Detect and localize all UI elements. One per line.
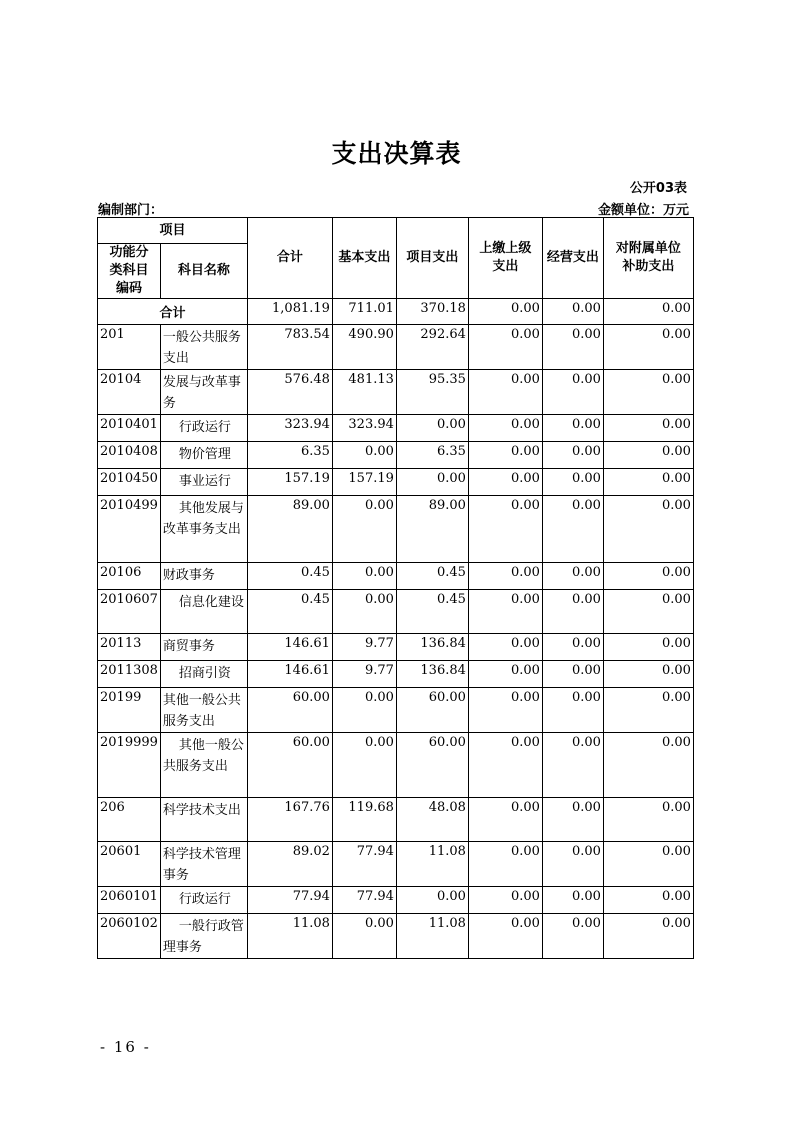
total-value: 1,081.19: [247, 299, 332, 325]
row-basic: 323.94: [332, 415, 396, 442]
header-item: 项目: [98, 218, 248, 244]
form-number: 公开03表: [629, 181, 687, 196]
row-total: 146.61: [247, 634, 332, 661]
row-name: 信息化建设: [160, 590, 247, 634]
row-basic: 0.00: [332, 442, 396, 469]
row-subsidy: 0.00: [603, 563, 693, 590]
row-code: 2011308: [98, 661, 161, 688]
row-name: 一般行政管理事务: [160, 914, 247, 959]
row-subsidy: 0.00: [603, 442, 693, 469]
row-project: 11.08: [396, 914, 468, 959]
table-row: [98, 733, 694, 798]
total-subsidy: 0.00: [603, 299, 693, 325]
row-project: 89.00: [396, 496, 468, 563]
row-business: 0.00: [542, 688, 603, 733]
row-name: 发展与改革事务: [160, 370, 247, 415]
row-superior: 0.00: [468, 442, 542, 469]
row-name: 行政运行: [160, 415, 247, 442]
row-code: 206: [98, 798, 161, 842]
row-business: 0.00: [542, 325, 603, 370]
total-business: 0.00: [542, 299, 603, 325]
row-name: 行政运行: [160, 887, 247, 914]
amount-unit-label: 金额单位：万元: [597, 203, 689, 218]
table-row: [98, 688, 694, 733]
row-name: 科学技术支出: [160, 798, 247, 842]
row-superior: 0.00: [468, 325, 542, 370]
row-business: 0.00: [542, 496, 603, 563]
row-code: 2010607: [98, 590, 161, 634]
row-total: 576.48: [247, 370, 332, 415]
total-basic: 711.01: [332, 299, 396, 325]
header-total: 合计: [247, 218, 332, 299]
row-business: 0.00: [542, 634, 603, 661]
row-total: 89.00: [247, 496, 332, 563]
total-label: 合计: [98, 299, 248, 325]
row-project: 0.00: [396, 887, 468, 914]
row-subsidy: 0.00: [603, 469, 693, 496]
row-business: 0.00: [542, 914, 603, 959]
table-row: [98, 496, 694, 563]
table-row: [98, 634, 694, 661]
row-superior: 0.00: [468, 496, 542, 563]
row-subsidy: 0.00: [603, 415, 693, 442]
row-basic: 0.00: [332, 496, 396, 563]
table-row: [98, 469, 694, 496]
row-code: 2019999: [98, 733, 161, 798]
table-row: [98, 442, 694, 469]
row-name: 一般公共服务支出: [160, 325, 247, 370]
row-subsidy: 0.00: [603, 887, 693, 914]
row-subsidy: 0.00: [603, 590, 693, 634]
row-code: 20199: [98, 688, 161, 733]
row-total: 60.00: [247, 688, 332, 733]
row-business: 0.00: [542, 563, 603, 590]
row-subsidy: 0.00: [603, 842, 693, 887]
row-name: 其他一般公共服务支出: [160, 688, 247, 733]
row-basic: 77.94: [332, 842, 396, 887]
page-title: 支出决算表: [331, 139, 462, 168]
row-project: 95.35: [396, 370, 468, 415]
row-business: 0.00: [542, 733, 603, 798]
row-name: 财政事务: [160, 563, 247, 590]
row-subsidy: 0.00: [603, 914, 693, 959]
row-total: 157.19: [247, 469, 332, 496]
row-superior: 0.00: [468, 563, 542, 590]
row-name: 其他一般公共服务支出: [160, 733, 247, 798]
row-basic: 9.77: [332, 661, 396, 688]
row-total: 323.94: [247, 415, 332, 442]
row-project: 0.45: [396, 563, 468, 590]
table-row: [98, 415, 694, 442]
table-row: [98, 325, 694, 370]
row-subsidy: 0.00: [603, 370, 693, 415]
row-basic: 77.94: [332, 887, 396, 914]
row-business: 0.00: [542, 661, 603, 688]
row-business: 0.00: [542, 442, 603, 469]
row-superior: 0.00: [468, 798, 542, 842]
row-code: 2060102: [98, 914, 161, 959]
header-project: 项目支出: [396, 218, 468, 299]
row-basic: 0.00: [332, 733, 396, 798]
row-total: 146.61: [247, 661, 332, 688]
row-subsidy: 0.00: [603, 634, 693, 661]
row-basic: 119.68: [332, 798, 396, 842]
row-basic: 9.77: [332, 634, 396, 661]
row-business: 0.00: [542, 469, 603, 496]
row-code: 20601: [98, 842, 161, 887]
row-code: 20106: [98, 563, 161, 590]
row-project: 136.84: [396, 634, 468, 661]
row-superior: 0.00: [468, 887, 542, 914]
row-superior: 0.00: [468, 469, 542, 496]
row-total: 0.45: [247, 590, 332, 634]
header-business: 经营支出: [542, 218, 603, 299]
row-code: 2010450: [98, 469, 161, 496]
row-superior: 0.00: [468, 370, 542, 415]
row-total: 77.94: [247, 887, 332, 914]
header-subsidy: 对附属单位补助支出: [603, 218, 693, 299]
table-row: [98, 842, 694, 887]
row-project: 6.35: [396, 442, 468, 469]
row-code: 2010408: [98, 442, 161, 469]
header-basic: 基本支出: [332, 218, 396, 299]
row-subsidy: 0.00: [603, 325, 693, 370]
page-number: - 16 -: [100, 1038, 151, 1056]
total-superior: 0.00: [468, 299, 542, 325]
row-subsidy: 0.00: [603, 798, 693, 842]
table-row: [98, 590, 694, 634]
row-total: 6.35: [247, 442, 332, 469]
row-project: 0.00: [396, 469, 468, 496]
row-superior: 0.00: [468, 634, 542, 661]
department-label: 编制部门：: [98, 203, 164, 218]
row-basic: 0.00: [332, 914, 396, 959]
total-project: 370.18: [396, 299, 468, 325]
row-project: 0.00: [396, 415, 468, 442]
row-total: 89.02: [247, 842, 332, 887]
row-project: 11.08: [396, 842, 468, 887]
row-code: 2010401: [98, 415, 161, 442]
table-row: [98, 563, 694, 590]
row-basic: 481.13: [332, 370, 396, 415]
row-total: 783.54: [247, 325, 332, 370]
row-code: 20113: [98, 634, 161, 661]
row-basic: 490.90: [332, 325, 396, 370]
row-total: 11.08: [247, 914, 332, 959]
row-project: 60.00: [396, 733, 468, 798]
row-subsidy: 0.00: [603, 661, 693, 688]
table-row: [98, 661, 694, 688]
row-name: 科学技术管理事务: [160, 842, 247, 887]
row-subsidy: 0.00: [603, 733, 693, 798]
row-project: 0.45: [396, 590, 468, 634]
row-business: 0.00: [542, 842, 603, 887]
row-code: 20104: [98, 370, 161, 415]
row-project: 292.64: [396, 325, 468, 370]
table-row: [98, 370, 694, 415]
row-code: 201: [98, 325, 161, 370]
row-name: 其他发展与改革事务支出: [160, 496, 247, 563]
table-row: [98, 914, 694, 959]
row-superior: 0.00: [468, 415, 542, 442]
row-business: 0.00: [542, 887, 603, 914]
row-basic: 0.00: [332, 590, 396, 634]
table-row: [98, 887, 694, 914]
table-body: [98, 299, 694, 959]
header-subject-name: 科目名称: [160, 244, 247, 299]
row-name: 物价管理: [160, 442, 247, 469]
row-code: 2010499: [98, 496, 161, 563]
row-total: 167.76: [247, 798, 332, 842]
row-superior: 0.00: [468, 661, 542, 688]
row-superior: 0.00: [468, 688, 542, 733]
row-superior: 0.00: [468, 590, 542, 634]
total-row: [98, 299, 694, 325]
row-superior: 0.00: [468, 842, 542, 887]
row-subsidy: 0.00: [603, 496, 693, 563]
row-total: 0.45: [247, 563, 332, 590]
row-subsidy: 0.00: [603, 688, 693, 733]
row-basic: 0.00: [332, 688, 396, 733]
row-name: 商贸事务: [160, 634, 247, 661]
row-name: 事业运行: [160, 469, 247, 496]
row-code: 2060101: [98, 887, 161, 914]
row-basic: 157.19: [332, 469, 396, 496]
row-business: 0.00: [542, 415, 603, 442]
expenditure-table: [97, 217, 694, 959]
header-func-code: 功能分类科目编码: [98, 244, 161, 299]
header-superior: 上缴上级支出: [468, 218, 542, 299]
row-superior: 0.00: [468, 914, 542, 959]
row-business: 0.00: [542, 370, 603, 415]
row-project: 48.08: [396, 798, 468, 842]
row-total: 60.00: [247, 733, 332, 798]
row-name: 招商引资: [160, 661, 247, 688]
row-business: 0.00: [542, 590, 603, 634]
row-superior: 0.00: [468, 733, 542, 798]
row-project: 136.84: [396, 661, 468, 688]
table-row: [98, 798, 694, 842]
row-basic: 0.00: [332, 563, 396, 590]
row-project: 60.00: [396, 688, 468, 733]
row-business: 0.00: [542, 798, 603, 842]
